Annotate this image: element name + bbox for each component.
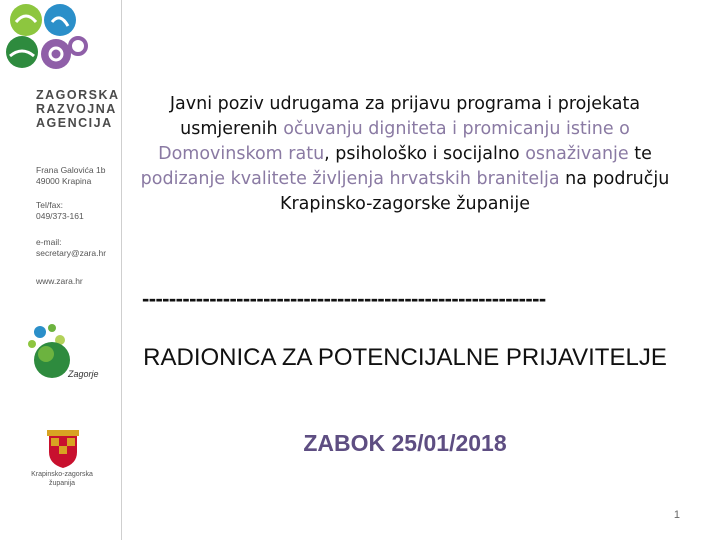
website-link[interactable]: www.zara.hr [36, 276, 83, 286]
address-block [36, 165, 105, 187]
agency-line-1: ZAGORSKA [36, 88, 120, 102]
tel-value: 049/373-161 [36, 211, 84, 221]
email-value[interactable]: secretary@zara.hr [36, 248, 107, 258]
agency-name [36, 88, 120, 130]
county-line-2: županija [48, 480, 76, 487]
intro-part-1: Javni poziv udrugama za prijavu programa i projekata usmjerenih [169, 94, 641, 139]
county-label [30, 470, 94, 488]
intro-part-2: , psihološko i socijalno [324, 144, 526, 164]
intro-highlight-3: podizanje kvalitete življenja hrvatskih branitelja [140, 169, 560, 189]
agency-line-2: RAZVOJNA [36, 102, 117, 116]
sidebar [0, 0, 122, 540]
address-city: 49000 Krapina [36, 176, 92, 186]
call-description [135, 92, 675, 217]
phone-block [36, 200, 84, 222]
intro-highlight-2: osnaživanje [525, 144, 629, 164]
event-date: ZABOK 25/01/2018 [303, 430, 507, 456]
zagorje-logo-icon [22, 320, 112, 390]
zara-logo-icon [2, 2, 94, 82]
sidebar-divider [121, 0, 122, 540]
intro-highlight-1: očuvanju digniteta i promicanju istine o Domovinskom ratu [158, 119, 630, 164]
county-line-1: Krapinsko-zagorska [31, 471, 93, 478]
tel-label: Tel/fax: [36, 200, 63, 210]
coat-of-arms-icon [43, 428, 83, 468]
separator-line: ------------------------------------------------------------ [142, 286, 546, 311]
agency-line-3: AGENCIJA [36, 116, 113, 130]
intro-part-3: te [628, 144, 652, 164]
email-block [36, 237, 106, 259]
page-number: 1 [673, 509, 680, 521]
zagorje-label: Zagorje [68, 369, 99, 379]
workshop-title: RADIONICA ZA POTENCIJALNE PRIJAVITELJE [143, 344, 667, 371]
email-label: e-mail: [36, 237, 62, 247]
address-street: Frana Galovića 1b [36, 165, 106, 175]
intro-part-4: na području Krapinsko-zagorske županije [280, 169, 670, 214]
